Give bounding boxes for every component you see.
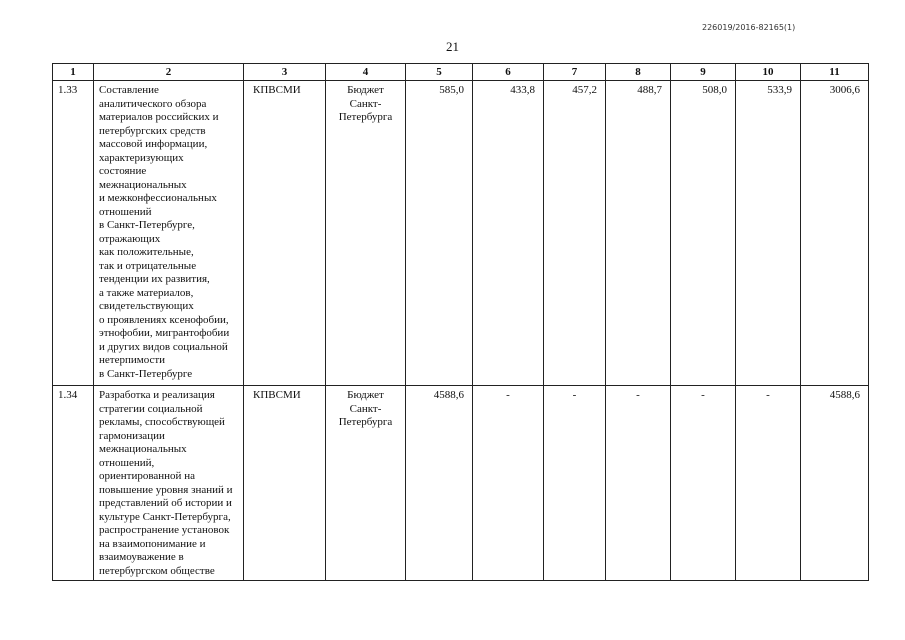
budget-table [52,63,869,581]
header-col-4: 4 [326,64,406,81]
row-value-col-6: 433,8 [473,81,544,386]
row-value-col-11: 4588,6 [801,386,869,581]
row-value-col-10: - [736,386,801,581]
header-col-10: 10 [736,64,801,81]
row-value-col-9: - [671,386,736,581]
header-col-7: 7 [544,64,606,81]
row-value-col-9: 508,0 [671,81,736,386]
header-col-9: 9 [671,64,736,81]
row-value-col-8: 488,7 [606,81,671,386]
row-executor-cell: КПВСМИ [244,81,326,386]
row-value-col-5: 4588,6 [406,386,473,581]
row-value-col-11: 3006,6 [801,81,869,386]
document-id: 226019/2016-82165(1) [702,23,796,32]
header-col-3: 3 [244,64,326,81]
row-value-col-7: 457,2 [544,81,606,386]
row-value-col-8: - [606,386,671,581]
header-col-2: 2 [94,64,244,81]
row-executor-cell: КПВСМИ [244,386,326,581]
table-header-row [53,64,869,81]
table-row [53,81,869,386]
row-description-cell: Составление аналитического обзора материалов российских и петербургских средств массовой информации, характеризующих состояние межнациональных и межконфессиональных отношений в Санкт-Петербурге, отражающих как положительные, так и отрицательные тенденции их развития, а также материалов, свидетельствующих о проявлениях ксенофобии, этнофобии, мигрантофобии и других видов социальной нетерпимости в Санкт-Петербурге [94,81,244,386]
row-description-cell: Разработка и реализация стратегии социальной рекламы, способствующей гармонизации межнациональных отношений, ориентированной на повышение уровня знаний и представлений об истории и культуре Санкт-Петербурга, распространение установок на взаимопонимание и взаимоуважение в петербургском обществе [94,386,244,581]
header-col-6: 6 [473,64,544,81]
row-value-col-6: - [473,386,544,581]
row-number-cell: 1.33 [53,81,94,386]
table-row [53,386,869,581]
header-col-1: 1 [53,64,94,81]
header-col-8: 8 [606,64,671,81]
row-value-col-5: 585,0 [406,81,473,386]
row-source-cell: Бюджет Санкт- Петербурга [326,81,406,386]
row-value-col-7: - [544,386,606,581]
header-col-5: 5 [406,64,473,81]
header-col-11: 11 [801,64,869,81]
page-number: 21 [446,39,459,54]
row-value-col-10: 533,9 [736,81,801,386]
row-number-cell: 1.34 [53,386,94,581]
row-source-cell: Бюджет Санкт- Петербурга [326,386,406,581]
